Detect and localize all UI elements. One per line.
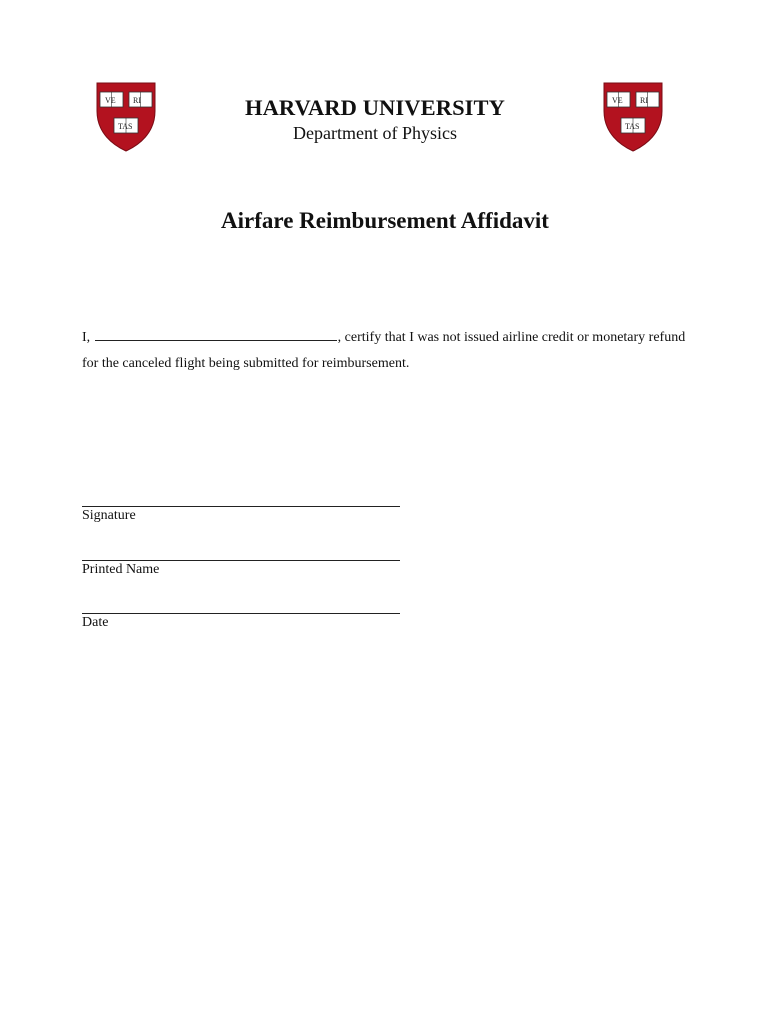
printed-name-line[interactable]	[82, 560, 400, 561]
university-name: HARVARD UNIVERSITY	[244, 95, 505, 120]
seal-text-ve: VE	[105, 96, 116, 105]
certification-prefix: I,	[82, 330, 91, 345]
signature-label: Signature	[82, 508, 136, 523]
certification-line-1	[82, 330, 685, 346]
certification-suffix: , certify that I was not issued airline credit or monetary refund	[337, 330, 686, 345]
name-blank-field[interactable]	[95, 330, 337, 341]
date-label: Date	[82, 615, 109, 630]
seal-text-ri: RI	[133, 96, 141, 105]
department-name: Department of Physics	[293, 123, 457, 143]
seal-text-ri: RI	[640, 96, 648, 105]
printed-name-label: Printed Name	[82, 562, 160, 577]
date-line[interactable]	[82, 613, 400, 614]
seal-text-tas: TAS	[625, 122, 640, 131]
document-title: Airfare Reimbursement Affidavit	[221, 208, 549, 233]
signature-line[interactable]	[82, 506, 400, 507]
certification-line-2: for the canceled flight being submitted for reimbursement.	[82, 356, 410, 371]
seal-text-ve: VE	[612, 96, 623, 105]
seal-text-tas: TAS	[118, 122, 133, 131]
